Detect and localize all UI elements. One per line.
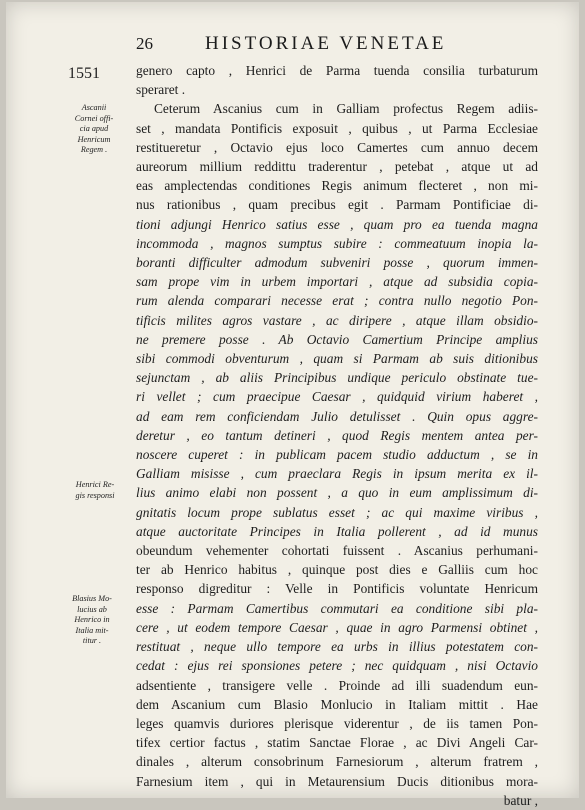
text-line: incommoda , magnos sumptus subire : commeatuum inopia la- — [136, 235, 538, 251]
text-line: adsentiente , transigere velle . Proinde ad illi suadendum eun- — [136, 677, 538, 693]
text-line: atque auctoritate Principes in Italia pollerent , ad id munus — [136, 523, 538, 539]
text-line: ne premere posse . Ab Octavio Camertium Principe amplius — [136, 331, 538, 347]
text-line: eas amplectendas conditiones Regis animum flecteret , non mi- — [136, 178, 538, 194]
text-line: ad eam rem conficiendam Julio detulisset . Quin opus aggre- — [136, 408, 538, 424]
margin-note-line: Regem . — [80, 145, 108, 154]
margin-note-ascanii — [68, 103, 120, 156]
margin-note-line: Henrico in — [74, 615, 110, 624]
margin-note-line: Ascanii — [81, 103, 107, 112]
margin-note-line: titur . — [82, 636, 102, 645]
text-line: restitueretur , Octavio ejus loco Camertes cum annuo decem — [136, 139, 538, 155]
running-title: HISTORIAE VENETAE — [205, 33, 447, 54]
text-line: Galliam misisse , cum praeclara Regis in ipsum merita ex il- — [136, 466, 538, 482]
text-line: speraret . — [136, 82, 186, 98]
text-line: Farnesium item , qui in Metaurensium Ducis ditionibus mora- — [136, 773, 538, 789]
text-line: cedat : ejus rei sponsiones petere ; nec quidquam , nisi Octavio — [136, 658, 538, 674]
margin-note-line: Cornei offi- — [74, 113, 114, 123]
text-line: esse : Parmam Camertibus commutari ea conditione sibi pla- — [136, 600, 538, 616]
text-line: rum alenda comparari necesse erat ; contra nullo negotio Pon- — [136, 293, 538, 309]
margin-note-line: Blasius Mo- — [72, 594, 112, 603]
text-line: nus rationibus , quam precibus egit . Parmam Pontificiae di- — [136, 197, 538, 213]
text-line: leges quamvis duriores plerisque viderentur , de iis tamen Pon- — [136, 715, 538, 731]
text-line: aureorum millium reddittu traderentur , petebat , atque ut ad — [136, 159, 538, 175]
text-line: boranti difficulter admodum subveniri posse , quorum immen- — [136, 255, 538, 271]
text-line: restituat , neque ullo tempore ea urbs in illius potestatem con- — [136, 639, 538, 655]
text-line: gnitatis locum prope sublatus esset ; ac qui maxime viribus , — [136, 504, 538, 520]
text-line: sam prope vim in urbem importari , atque ad subsidia copia- — [136, 274, 538, 290]
text-line: dinales , alterum consobrinum Farnesiorum , alterum fratrem , — [136, 754, 538, 770]
text-line: dem Ascanium cum Blasio Monlucio in Italiam mittit . Hae — [136, 696, 538, 712]
text-line: ri vellet ; cum praecipue Caesar , quidquid virium haberet , — [136, 389, 538, 405]
text-line: batur , — [503, 792, 538, 808]
margin-note-line: lucius ab — [77, 604, 107, 614]
margin-note-line: cia apud — [79, 124, 109, 133]
margin-note-henrici — [65, 480, 125, 501]
text-line: sejunctam , ab aliis Principibus undique periculo obstinate tue- — [136, 370, 538, 386]
text-line: noscere cuperet : in publicam pacem studio adductum , se in — [136, 447, 538, 463]
text-line: sibi commodi obventurum , quam si Parmam ab suis ditionibus — [136, 351, 538, 367]
text-line: genero capto , Henrici de Parma tuenda consilia turbaturum — [136, 63, 538, 78]
page-number: 26 — [136, 34, 153, 53]
text-line: responso digreditur : Velle in Pontificis voluntate Henricum — [136, 581, 538, 597]
text-line: Ceterum Ascanius cum in Galliam profectus Regem adiis- — [154, 101, 538, 117]
text-line: lius animo elabi non possent , a quo in eum amplissimum di- — [136, 485, 538, 501]
text-line: tioni adjungi Henrico satius esse , quam pro ea tuenda magna — [136, 216, 538, 232]
body-text — [136, 61, 538, 810]
margin-note-line: gis responsi — [75, 490, 115, 500]
margin-note-blasius — [66, 594, 118, 647]
margin-year: 1551 — [68, 65, 100, 82]
text-line: ter ab Henrico habitus , quinque post dies e Galliis cum hoc — [136, 562, 538, 578]
text-line: tifex certior factus , statim Sanctae Florae , ac Divi Angeli Car- — [136, 735, 538, 751]
margin-note-line: Henrici Re- — [75, 480, 115, 489]
text-line: deretur , eo tantum detineri , quod Regis mentem antea per- — [136, 427, 538, 443]
book-page — [6, 2, 579, 808]
text-line: tificis milites agros vastare , ac diripere , atque illam obsidio- — [136, 312, 538, 328]
margin-note-line: Henricum — [77, 134, 111, 144]
text-line: set , mandata Pontificis exposuit , quibus , ut Parma Ecclesiae — [136, 120, 538, 136]
margin-note-line: Italia mit- — [75, 625, 109, 635]
text-line: obeundum vehementer cohortati fuissent . Ascanius perhumani- — [136, 543, 538, 559]
text-line: cere , ut eodem tempore Caesar , quae in agro Parmensi obtinet , — [136, 619, 538, 635]
